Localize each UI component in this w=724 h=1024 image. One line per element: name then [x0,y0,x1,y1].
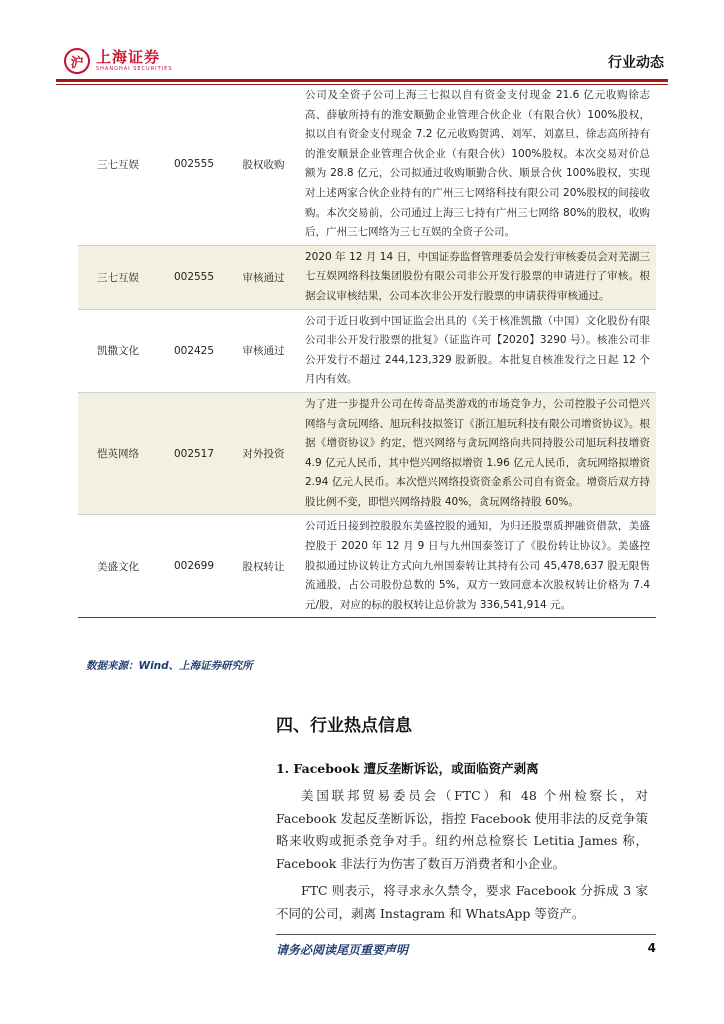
table-row [78,309,656,392]
event-description-cell: 公司及全资子公司上海三七拟以自有资金支付现金 21.6 亿元收购徐志高、薛敏所持有的淮安顺勤企业管理合伙企业（有限合伙）100%股权，拟以自有资金支付现金 7.2 亿元收购贺鸿、刘军、刘嘉旦、徐志高所持有的淮安顺景企业管理合伙企业（有限合伙）100%股权。本次交易对价总额为 28.8 亿元，公司拟通过收购顺勤合伙、顺景合伙 100%股权，实现对上述两家合伙企业持有的广州三七网络科技有限公司 20%股权的间接收购。本次交易前，公司通过上海三七持有广州三七网络 80%的股权，收购后，广州三七网络为三七互娱的全资子公司。 [297,84,656,245]
company-name-cell: 三七互娱 [78,84,158,245]
page-number: 4 [647,941,656,955]
event-type-cell: 对外投资 [230,392,297,515]
disclaimer-note: 请务必阅读尾页重要声明 [276,943,409,957]
table-row [78,84,656,245]
document-type: 行业动态 [608,55,664,71]
page-header [56,38,668,82]
table-row [78,245,656,309]
table-row [78,515,656,618]
company-name-cell: 凯撒文化 [78,309,158,392]
stock-code-cell: 002555 [158,84,230,245]
company-name-cell: 三七互娱 [78,245,158,309]
article-title: 1. Facebook 遭反垄断诉讼，或面临资产剥离 [276,761,539,776]
logo-emblem-icon: 沪 [64,48,90,74]
company-name-cell: 美盛文化 [78,515,158,618]
event-type-cell: 股权转让 [230,515,297,618]
stock-code-cell: 002517 [158,392,230,515]
stock-code-cell: 002699 [158,515,230,618]
company-name-cell: 恺英网络 [78,392,158,515]
event-type-cell: 审核通过 [230,309,297,392]
logo-name-cn: 上海证券 [96,48,161,66]
article-paragraph: 美国联邦贸易委员会（FTC）和 48 个州检察长，对 Facebook 发起反垄断诉讼，指控 Facebook 使用非法的反竞争策略来收购或扼杀竞争对手。纽约州总检察长 Letitia James 称，Facebook 非法行为伤害了数百万消费者和小企业。 [276,788,648,871]
event-type-cell: 股权收购 [230,84,297,245]
company-events-table [78,84,656,618]
event-type-cell: 审核通过 [230,245,297,309]
stock-code-cell: 002555 [158,245,230,309]
table-row [78,392,656,515]
event-description-cell: 公司近日接到控股股东美盛控股的通知，为归还股票质押融资借款，美盛控股于 2020 年 12 月 9 日与九州国泰签订了《股份转让协议》。美盛控股拟通过协议转让方式向九州国泰转让其持有公司 45,478,637 股无限售流通股，占公司股份总数的 5%，双方一致同意本次股权转让价格为 7.4 元/股，对应的标的股权转让总价款为 336,541,914 元。 [297,515,656,618]
header-rule [56,79,668,82]
source-note: 数据来源：Wind、上海证券研究所 [86,660,253,672]
company-logo [64,48,173,74]
logo-name-en: SHANGHAI SECURITIES [96,66,173,72]
event-description-cell: 公司于近日收到中国证监会出具的《关于核准凯撒（中国）文化股份有限公司非公开发行股票的批复》（证监许可【2020】3290 号）。核准公司非公开发行不超过 244,123,329 股新股。本批复自核准发行之日起 12 个月内有效。 [297,309,656,392]
event-description-cell: 2020 年 12 月 14 日，中国证券监督管理委员会发行审核委员会对芜湖三七互娱网络科技集团股份有限公司非公开发行股票的申请进行了审核。根据会议审核结果，公司本次非公开发行股票的申请获得审核通过。 [297,245,656,309]
event-description-cell: 为了进一步提升公司在传奇品类游戏的市场竞争力，公司控股子公司恺兴网络与贪玩网络、旭玩科技拟签订《浙江旭玩科技有限公司增资协议》。根据《增资协议》约定，恺兴网络与贪玩网络向共同持股公司旭玩科技增资 4.9 亿元人民币，其中恺兴网络拟增资 1.96 亿元人民币，贪玩网络拟增资 2.94 亿元人民币。本次恺兴网络投资资金系公司自有资金。增资后双方持股比例不变，即恺兴网络持股 40%，贪玩网络持股 60%。 [297,392,656,515]
stock-code-cell: 002425 [158,309,230,392]
section-title: 四、行业热点信息 [276,716,412,736]
page-footer [276,934,656,963]
article-paragraph: FTC 则表示，将寻求永久禁令，要求 Facebook 分拆成 3 家不同的公司，剥离 Instagram 和 WhatsApp 等资产。 [276,883,648,921]
